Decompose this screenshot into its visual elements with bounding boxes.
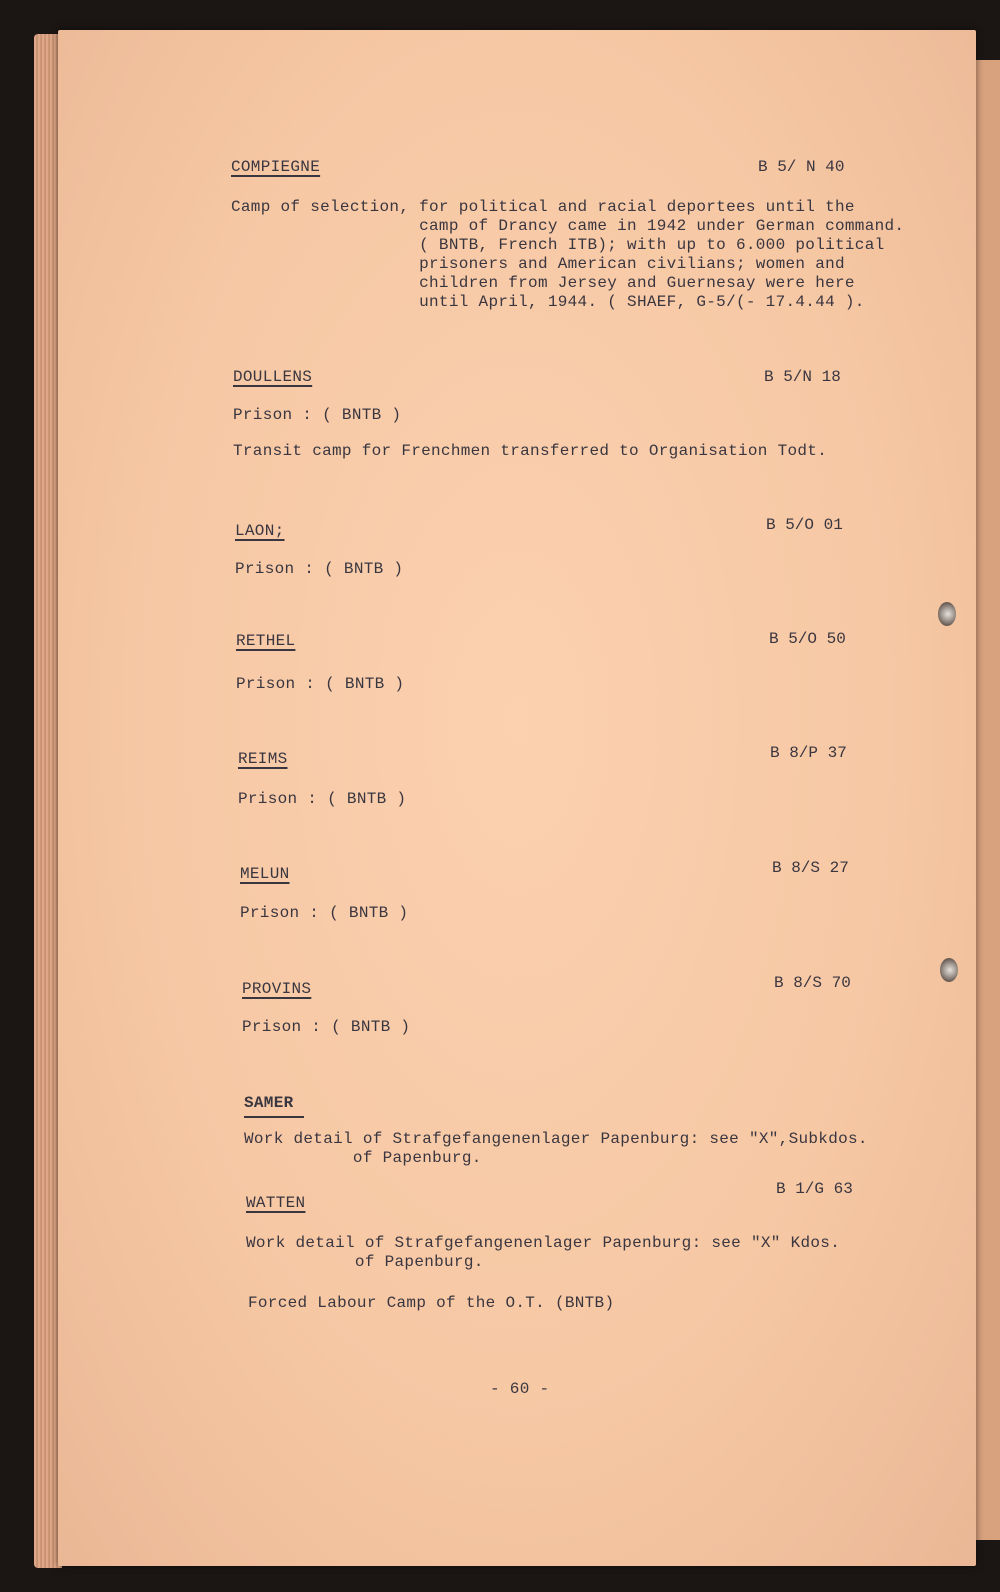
entry-line: prisoners and American civilians; women and xyxy=(231,255,845,273)
entry-heading: REIMS xyxy=(238,750,288,768)
entry-line: of Papenburg. xyxy=(246,1253,484,1271)
entry-line: Prison : ( BNTB ) xyxy=(240,904,409,922)
entry-line: camp of Drancy came in 1942 under German command. xyxy=(231,217,905,235)
entry-heading: SAMER xyxy=(244,1094,294,1112)
entry-line: Camp of selection, for political and racial deportees until the xyxy=(231,198,855,216)
entry-heading: PROVINS xyxy=(242,980,312,998)
entry-heading: WATTEN xyxy=(246,1194,306,1212)
entry-reference: B 5/O 50 xyxy=(769,630,846,648)
entry-reference: B 5/ N 40 xyxy=(758,158,845,176)
entry-line: Work detail of Strafgefangenenlager Papenburg: see "X" Kdos. xyxy=(246,1234,841,1252)
entry-heading: COMPIEGNE xyxy=(231,158,321,176)
entry-heading: RETHEL xyxy=(236,632,296,650)
entry-line: until April, 1944. ( SHAEF, G-5/(- 17.4.44 ). xyxy=(231,293,865,311)
entry-reference: B 5/N 18 xyxy=(764,368,841,386)
entry-line: Prison : ( BNTB ) xyxy=(242,1018,411,1036)
entry-reference: B 1/G 63 xyxy=(776,1180,853,1198)
entry-line: Prison : ( BNTB ) xyxy=(233,406,402,424)
entry-heading: DOULLENS xyxy=(233,368,313,386)
entry-reference: B 8/S 70 xyxy=(774,974,851,992)
entry-reference: B 8/P 37 xyxy=(770,744,847,762)
document-page xyxy=(58,30,976,1566)
next-page-edge xyxy=(972,60,1000,1540)
entry-reference: B 8/S 27 xyxy=(772,859,849,877)
entry-reference: B 5/O 01 xyxy=(766,516,843,534)
page-number: - 60 - xyxy=(490,1380,550,1398)
entry-line: Prison : ( BNTB ) xyxy=(236,675,405,693)
entry-heading: LAON; xyxy=(235,522,285,540)
entry-line: Prison : ( BNTB ) xyxy=(235,560,404,578)
entry-heading: MELUN xyxy=(240,865,290,883)
entry-line: children from Jersey and Guernesay were here xyxy=(231,274,855,292)
entry-line: Work detail of Strafgefangenenlager Papenburg: see "X",Subkdos. xyxy=(244,1130,868,1148)
entry-line: Transit camp for Frenchmen transferred to Organisation Todt. xyxy=(233,442,828,460)
entry-line: of Papenburg. xyxy=(244,1149,482,1167)
entry-line: Prison : ( BNTB ) xyxy=(238,790,407,808)
punch-hole xyxy=(940,958,958,982)
entry-line: ( BNTB, French ITB); with up to 6.000 political xyxy=(231,236,885,254)
heading-underline xyxy=(244,1116,304,1118)
entry-line: Forced Labour Camp of the O.T. (BNTB) xyxy=(248,1294,615,1312)
punch-hole xyxy=(938,602,956,626)
